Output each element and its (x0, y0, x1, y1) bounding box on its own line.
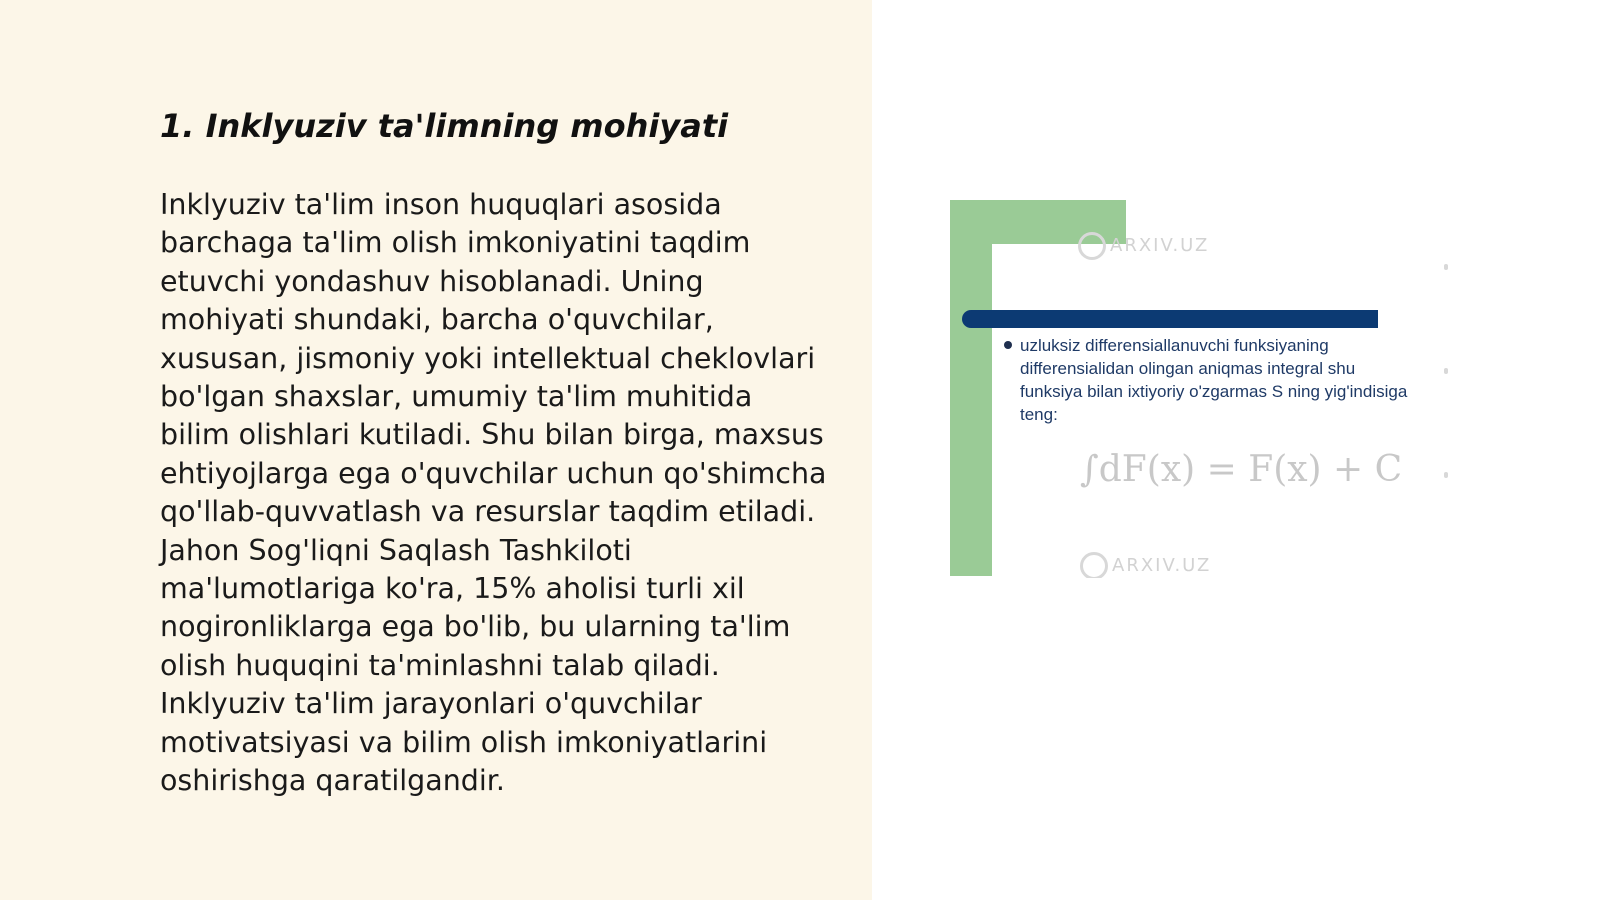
watermark-logo-icon (1078, 232, 1106, 260)
edge-mark (1444, 368, 1448, 374)
green-accent-bar (950, 200, 992, 576)
watermark-bottom (1080, 552, 1211, 578)
bullet-icon (1004, 341, 1012, 349)
edge-mark (1444, 264, 1448, 270)
navy-title-bar (962, 310, 1378, 328)
body-paragraph: Inklyuziv ta'lim inson huquqlari asosida barchaga ta'lim olish imkoniyatini taqdim etuvchi yondashuv hisoblanadi. Uning mohiyati shundaki, barcha o'quvchilar, xususan, jismoniy yoki intellektual cheklovlari bo'lgan shaxslar, umumiy ta'lim muhitida bilim olishlari kutiladi. Shu bilan birga, maxsus ehtiyojlarga ega o'quvchilar uchun qo'shimcha qo'llab-quvvatlash va resurslar taqdim etiladi. Jahon Sog'liqni Saqlash Tashkiloti ma'lumotlariga ko'ra, 15% aholisi turli xil nogironliklarga ega bo'lib, bu ularning ta'lim olish huquqini ta'minlashni talab qiladi. Inklyuziv ta'lim jarayonlari o'quvchilar motivatsiyasi va bilim olish imkoniyatlarini oshirishga qaratilgandir. (160, 188, 827, 798)
embedded-bullet-text: uzluksiz differensiallanuvchi funksiyaning differensialidan olingan aniqmas integral shu funksiya bilan ixtiyoriy o'zgarmas S ning yig'indisiga teng: (1020, 336, 1408, 424)
edge-mark (1444, 472, 1448, 478)
watermark-logo-icon (1080, 552, 1108, 578)
section-heading: 1. Inklyuziv ta'limning mohiyati (160, 107, 729, 145)
watermark-top (1078, 232, 1209, 260)
watermark-text: ARXIV.UZ (1110, 235, 1210, 256)
embedded-slide-image (950, 200, 1450, 578)
integral-formula: ∫dF(x) = F(x) + C (1080, 449, 1403, 490)
watermark-text: ARXIV.UZ (1112, 555, 1212, 576)
